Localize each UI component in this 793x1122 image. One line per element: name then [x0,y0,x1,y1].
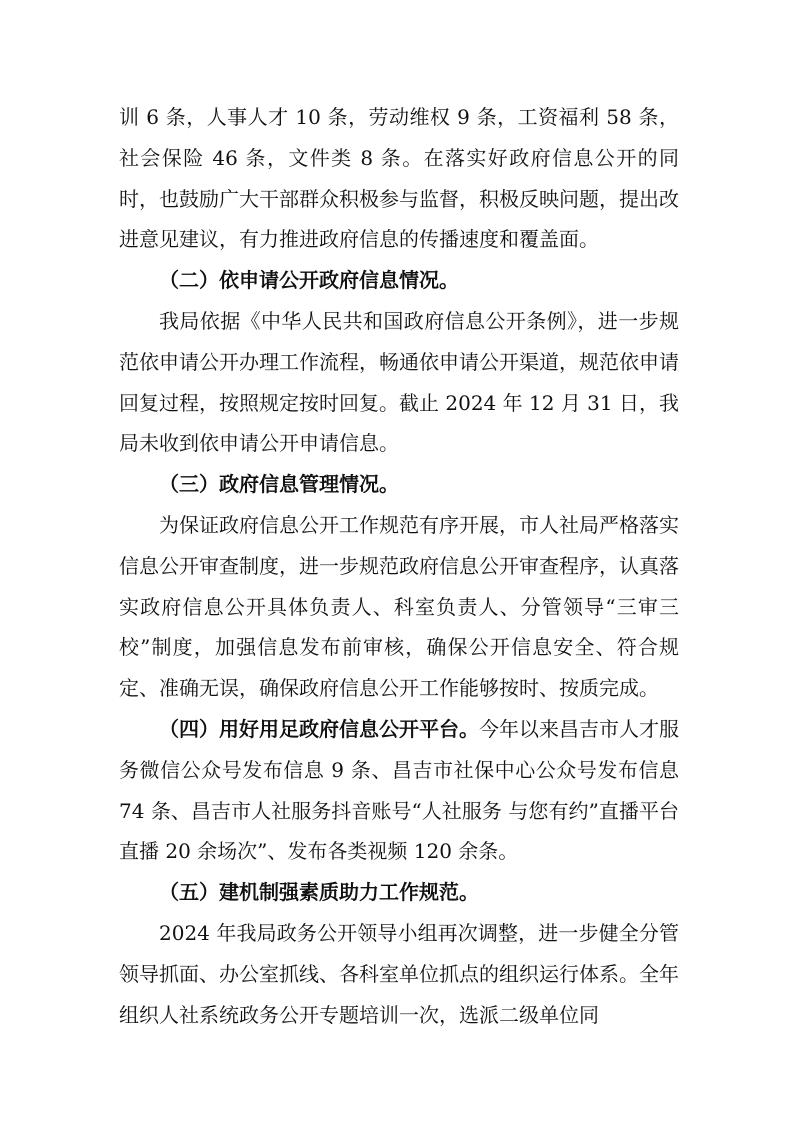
paragraph-continued-statistics: 训 6 条，人事人才 10 条，劳动维权 9 条，工资福利 58 条，社会保险 46 条，文件类 8 条。在落实好政府信息公开的同时，也鼓励广大干部群众积极参与监督，积极反映问题，提出改进意见建议，有力推进政府信息的传播速度和覆盖面。 [119,105,679,252]
document-body [119,97,679,1035]
paragraph-mechanism-building: 2024 年我局政务公开领导小组再次调整，进一步健全分管领导抓面、办公室抓线、各科室单位抓点的组织运行体系。全年组织人社系统政务公开专题培训一次，选派二级单位同 [119,920,679,1027]
paragraph-application-disclosure: 我局依据《中华人民共和国政府信息公开条例》，进一步规范依申请公开办理工作流程，畅通依申请公开渠道，规范依申请回复过程，按照规定按时回复。截止 2024 年 12 月 31 日，我局未收到依申请公开申请信息。 [119,308,679,456]
paragraph-information-management: 为保证政府信息公开工作规范有序开展，市人社局严格落实信息公开审查制度，进一步规范政府信息公开审查程序，认真落实政府信息公开具体负责人、科室负责人、分管领导“三审三校”制度，加强信息发布前审核，确保公开信息安全、符合规定、准确无误，确保政府信息公开工作能够按时、按质完成。 [119,512,679,701]
section-heading-4: （四）用好用足政府信息公开平台。 [159,716,479,741]
section-heading-5: （五）建机制强素质助力工作规范。 [159,880,479,905]
paragraph-platform-usage [119,709,679,872]
section-heading-3: （三）政府信息管理情况。 [159,472,399,497]
section-heading-2: （二）依申请公开政府信息情况。 [159,268,459,293]
paragraph-platform-usage-text: 今年以来昌吉市人才服务微信公众号发布信息 9 条、昌吉市社保中心公众号发布信息 74 条、昌吉市人社服务抖音账号“人社服务 与您有约”直播平台直播 20 余场次”、发布各类视频 120 余条。 [119,716,679,864]
